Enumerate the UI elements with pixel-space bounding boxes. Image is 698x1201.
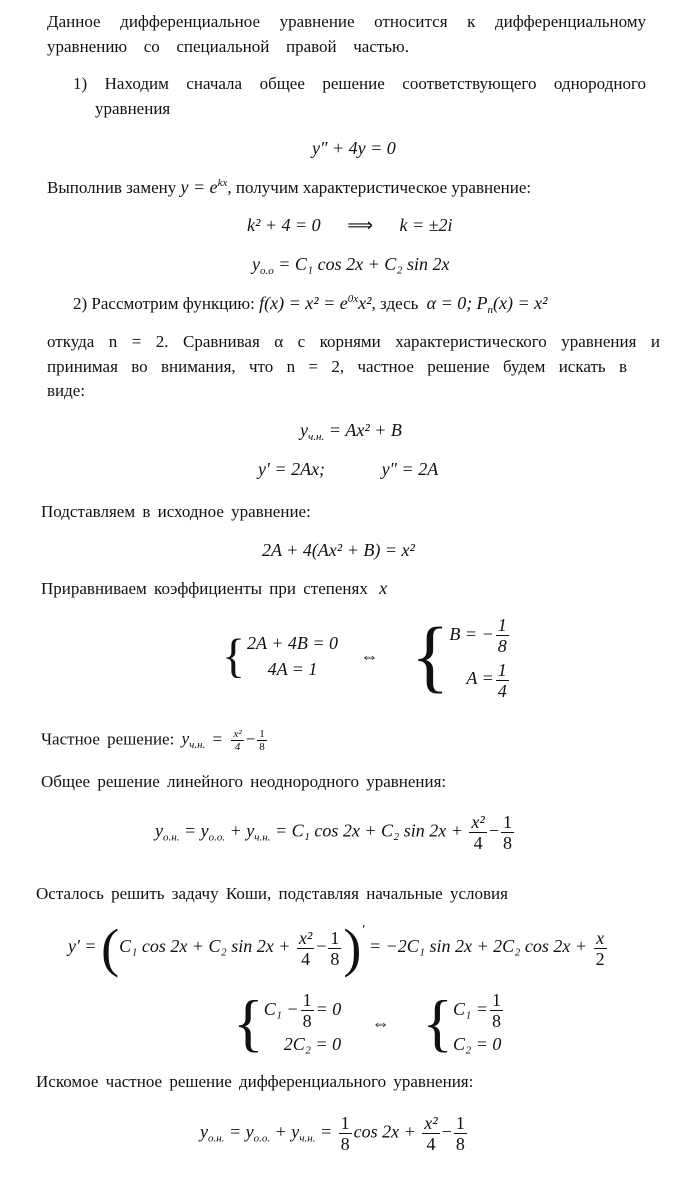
step1-line-2: уравнения [95,99,171,118]
eq-part: = y [224,1121,254,1142]
step2-line [73,292,547,315]
y-subscript: ч.н. [299,1132,316,1145]
step2-text: 2) Рассмотрим функцию: [73,294,255,313]
substitution-tail: , получим характеристическое уравнение: [227,178,532,197]
numerator: 1 [302,990,312,1011]
y-symbol: y [252,254,260,274]
numerator: 1 [455,1113,465,1133]
denominator: 4 [497,680,507,701]
eq-particular-form [300,418,402,442]
step2-f-tail: x² [358,293,372,313]
eq-homogeneous: y″ + 4y = 0 [312,138,396,158]
sys2-c1-tail: = 0 [315,999,342,1019]
para7: Общее решение линейного неоднородного уравнения: [41,772,447,791]
left-brace: { [233,987,264,1059]
intro-line-2: уравнению со специальной правой частью. [47,37,409,56]
denominator: 4 [301,948,311,969]
denominator: 8 [491,1011,501,1032]
system-initial [233,989,505,1057]
denominator: 2 [595,948,605,969]
eq-der-lhs: y′ = [68,936,97,957]
system2-left-col [264,989,342,1057]
numerator: 1 [259,728,265,740]
y-subscript: ч.н. [254,831,271,844]
fraction [594,928,607,969]
system-right-col [449,612,510,701]
para3-line-1: откуда n = 2. Сравнивая α с корнями характеристического уравнения и [47,332,660,351]
para3-line-2: принимая во внимания, что n = 2, частное решение будем искать в [47,357,627,376]
eq-char-right: k = ±2i [399,215,453,235]
step2-P-tail: (x) = x² [492,293,548,313]
y-symbol: y [300,420,308,440]
eq-char-left: k² + 4 = 0 [247,215,321,235]
right-paren: ) [343,918,362,978]
substitution-base: y = e [180,177,218,197]
substitution-line [47,176,531,199]
fraction [496,660,509,701]
y-subscript: о.н. [208,1132,225,1145]
numerator: x² [298,927,313,948]
fraction [297,928,314,969]
y-symbol: y [200,1121,208,1142]
denominator: 8 [455,1134,465,1154]
fraction [454,1113,467,1154]
eq-final-solution [200,1113,469,1154]
fraction [469,812,486,853]
denominator: 4 [234,741,241,753]
denominator: 8 [302,1011,312,1032]
eq-part: = [315,1121,333,1142]
numerator: 1 [497,615,507,636]
numerator: x² [471,812,485,832]
para5-var: x [379,578,388,598]
eq-part: = y [179,820,209,841]
eq-derivative: y′ = (C₁ cos 2x + C₂ sin 2x + $\frac{\text{x²}}{4}$ − $\frac{1}{8}$ )′ = −2C₁ sin 2x + 2C₂ cos 2x + $\frac{x}{2}$ [68,918,605,978]
sys2-r1: C₁ = [453,999,488,1019]
numerator: 1 [491,990,501,1011]
fraction [231,728,243,753]
denominator: 8 [259,741,265,753]
fraction [490,990,503,1031]
equiv-arrow: ⇔ [360,646,379,667]
denominator: 4 [426,1134,436,1154]
y-prime: y′ = 2Ax; [258,459,326,479]
minus: − [441,1121,452,1142]
step2-f: f(x) = x² = e [259,293,348,313]
system-left-col [247,630,338,682]
numerator: 1 [497,659,507,680]
para6 [41,728,269,753]
sys1-row1: 2A + 4B = 0 [247,633,339,654]
implies-arrow: ⟹ [347,215,373,235]
fraction [328,928,341,969]
step2-alpha: α = 0; [426,293,473,313]
step1-line-1: 1) Находим сначала общее решение соответствующего однородного [73,74,646,93]
equals: = [212,729,223,749]
step2-here: , здесь [371,294,419,313]
eq-der-rhs: = −2C₁ sin 2x + 2C₂ cos 2x + [368,936,588,957]
eq-part: + y [225,820,255,841]
eq-characteristic [247,213,453,237]
y-subscript: ч.н. [308,431,325,443]
step2-poly [476,293,548,316]
para6-text: Частное решение: [41,729,175,749]
eq-derivatives [258,457,438,481]
substitution-exponent: kx [217,177,228,189]
intro-line-1: Данное дифференциальное уравнение относится к дифференциальному [47,12,646,31]
fraction [339,1113,352,1154]
numerator: 1 [330,927,340,948]
fraction [496,615,509,656]
system-coefficients [222,612,511,701]
denominator: 8 [340,1134,350,1154]
y-subscript: о.о. [253,1132,271,1145]
denominator: 8 [330,948,340,969]
left-brace: { [422,987,454,1059]
fraction [422,1113,439,1154]
fraction [301,990,314,1031]
system2-right-col [453,989,505,1057]
y-subscript: о.н. [163,831,180,844]
numerator: x² [233,728,242,740]
eq-part: + y [270,1121,300,1142]
sys2-r2: C₂ = 0 [453,1034,502,1055]
y-symbol: y [181,729,190,749]
eq-general-solution [155,812,516,853]
sys2-row2: 2C₂ = 0 [283,1034,342,1055]
left-brace: { [222,629,246,683]
fraction [257,728,267,753]
numerator: x² [424,1113,438,1133]
denominator: 8 [497,636,507,657]
numerator: 1 [340,1113,350,1133]
minus: − [245,729,256,749]
substitution-text: Выполнив замену [47,178,177,197]
eq-part: = C₁ cos 2x + C₂ sin 2x + [270,820,463,841]
para5 [41,577,387,600]
denominator: 8 [502,833,512,853]
para8: Осталось решить задачу Коши, подставляя начальные условия [36,884,508,903]
left-brace: { [411,612,450,701]
step2-f-exp: 0x [347,293,359,305]
sys1-A: A = [466,668,494,689]
denominator: 4 [473,833,483,853]
eq-general-homog [252,252,450,276]
minus: − [316,936,327,957]
para3-line-3: виде: [47,381,86,400]
left-paren: ( [101,918,120,978]
step2-P-sub: n [487,304,493,316]
y-subscript: ч.н. [189,739,206,752]
eq-substituted: 2A + 4(Ax² + B) = x² [262,540,415,560]
y-symbol: y [155,820,163,841]
para4: Подставляем в исходное уравнение: [41,502,311,521]
step2-P: P [476,293,488,313]
step2-function [259,293,371,313]
y-subscript: о.о [260,265,274,277]
eq-final-cos: cos 2x + [353,1121,416,1142]
para9: Искомое частное решение дифференциального уравнения: [36,1072,474,1091]
y-subscript: о.о. [208,831,226,844]
sys1-row2: 4A = 1 [267,659,318,680]
para5-text: Приравниваем коэффициенты при степенях [41,579,368,598]
sys2-c1: C₁ − [263,999,299,1019]
eq-ychn-rhs: = Ax² + B [324,420,402,440]
eq-der-inner: C₁ cos 2x + C₂ sin 2x + [119,936,291,957]
numerator: 1 [502,812,512,832]
minus: − [488,820,499,841]
sys1-B: B = − [449,624,494,644]
eq-yoo-rhs: = C₁ cos 2x + C₂ sin 2x [273,254,450,274]
y-double-prime: y″ = 2A [381,459,439,479]
fraction [501,812,514,853]
substitution-expr [181,177,228,197]
numerator: x [594,928,607,949]
equiv-arrow: ⇔ [371,1013,390,1034]
